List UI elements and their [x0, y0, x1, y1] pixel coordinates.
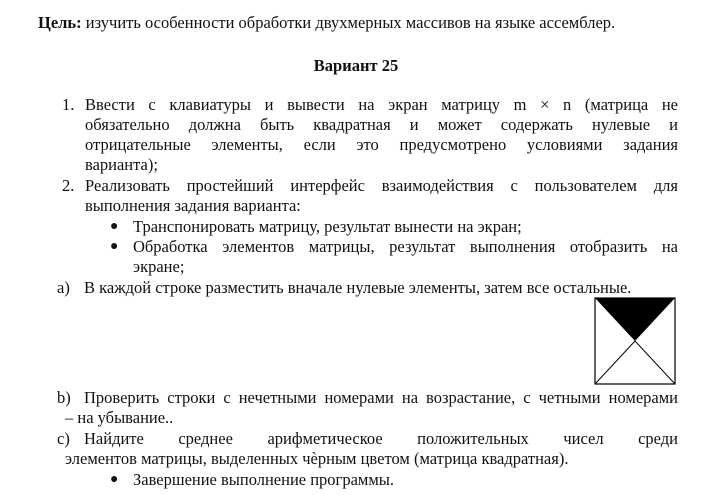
task-1-line-2: обязательно должна быть квадратная и может содержать нулевые и [85, 115, 678, 134]
task-1-line-3: отрицательные элементы, если это предусмотрено условиями задания [85, 135, 678, 154]
variant-title: Вариант 25 [313, 56, 399, 75]
goal-line [38, 13, 615, 33]
subtask-a-text: В каждой строке разместить вначале нулевые элементы, затем все остальные. [84, 278, 632, 297]
subtask-a-marker: a) [57, 278, 70, 297]
goal-label: Цель: [38, 13, 82, 32]
subtask-b-line-1: Проверить строки с нечетными номерами на возрастание, с четными номерами [84, 388, 678, 407]
task-1-line-4: варианта); [85, 155, 158, 174]
figure-black-triangle [595, 298, 675, 341]
task-2-line-2: выполнения задания варианта: [85, 196, 301, 215]
task-2-line-1: Реализовать простейший интерфейс взаимодействия с пользователем для [85, 176, 678, 195]
bullet-2-line-1: Обработка элементов матрицы, результат выполнения отобразить на [133, 237, 678, 256]
subtask-b-marker: b) [57, 388, 71, 407]
bullet-1-text: Транспонировать матрицу, результат вынести на экран; [133, 217, 522, 236]
bullet-dot: ● [110, 472, 119, 487]
subtask-c-marker: c) [57, 429, 70, 448]
final-bullet-text: Завершение выполнение программы. [133, 470, 394, 489]
matrix-highlight-figure [594, 297, 676, 385]
bullet-2-line-2: экране; [133, 257, 185, 276]
task-1-number: 1. [62, 95, 75, 114]
bullet-dot: ● [110, 219, 119, 234]
bullet-dot: ● [110, 239, 119, 254]
task-2-number: 2. [62, 176, 75, 195]
subtask-b-line-2: – на убывание.. [65, 408, 174, 427]
figure-diagonal-left [595, 341, 635, 384]
subtask-c-line-2: элементов матрицы, выделенных чѐрным цветом (матрица квадратная). [65, 449, 569, 468]
goal-text: изучить особенности обработки двухмерных массивов на языке ассемблер. [85, 13, 616, 32]
subtask-c-line-1: Найдите среднее арифметическое положительных чисел среди [84, 429, 678, 448]
figure-diagonal-right [635, 341, 675, 384]
task-1-line-1: Ввести с клавиатуры и вывести на экран матрицу m × n (матрица не [85, 95, 678, 114]
